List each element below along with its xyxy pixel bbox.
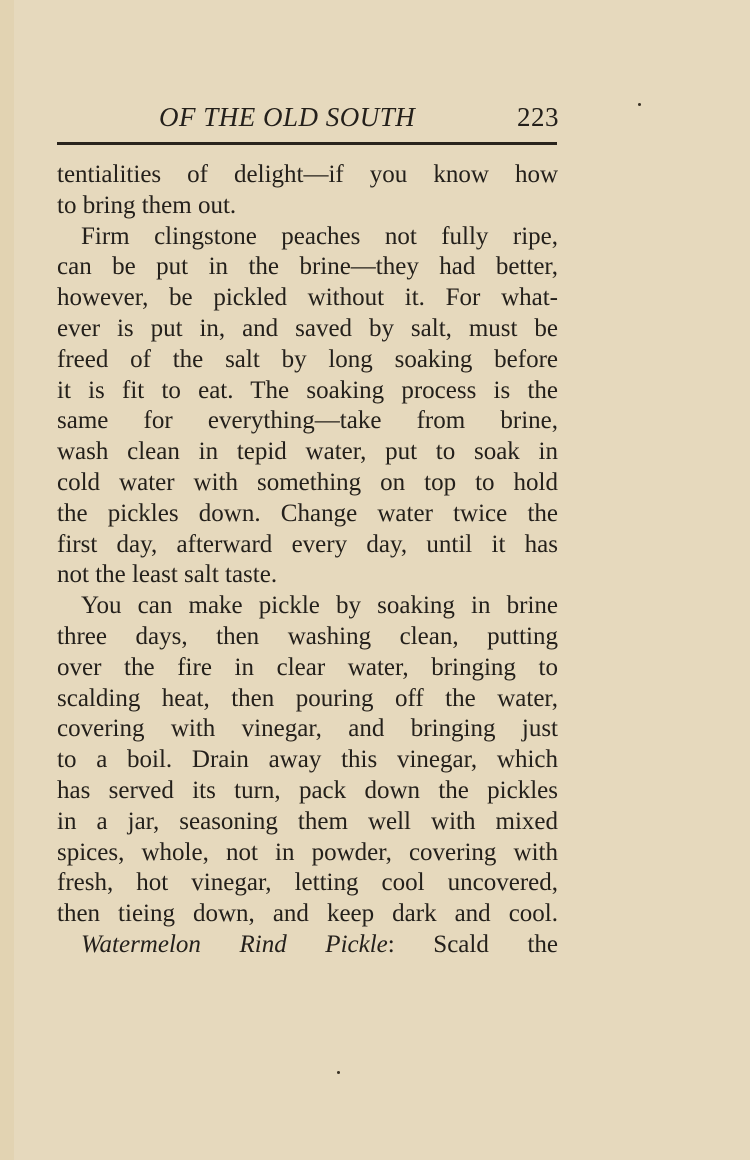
text-line: You can make pickle by soaking in brine bbox=[81, 592, 558, 620]
text-line: then tieing down, and keep dark and cool. bbox=[57, 900, 558, 928]
text-line: ever is put in, and saved by salt, must be bbox=[57, 314, 558, 342]
text-line: wash clean in tepid water, put to soak in bbox=[57, 438, 558, 466]
ink-speck bbox=[337, 1071, 340, 1074]
text-line: it is fit to eat. The soaking process is the bbox=[57, 376, 558, 404]
text-line: has served its turn, pack down the pickles bbox=[57, 776, 558, 804]
text-line: three days, then washing clean, putting bbox=[57, 622, 558, 650]
text-line: scalding heat, then pouring off the water, bbox=[57, 684, 558, 712]
text-line: cold water with something on top to hold bbox=[57, 468, 558, 496]
recipe-heading-continuation: : Scald the bbox=[387, 930, 558, 958]
text-line: Firm clingstone peaches not fully ripe, bbox=[81, 222, 558, 250]
text-line: in a jar, seasoning them well with mixed bbox=[57, 807, 558, 835]
page-edge bbox=[0, 0, 14, 1160]
running-header bbox=[57, 102, 559, 138]
running-title: OF THE OLD SOUTH bbox=[159, 102, 416, 132]
text-line: covering with vinegar, and bringing just bbox=[57, 715, 558, 743]
text-line: over the fire in clear water, bringing to bbox=[57, 653, 558, 681]
header-rule bbox=[57, 142, 557, 145]
ink-speck bbox=[638, 103, 641, 106]
text-line: spices, whole, not in powder, covering with bbox=[57, 838, 558, 866]
text-line: can be put in the brine—they had better, bbox=[57, 253, 558, 281]
text-line: to a boil. Drain away this vinegar, which bbox=[57, 746, 558, 774]
text-line: to bring them out. bbox=[57, 191, 237, 219]
text-line: fresh, hot vinegar, letting cool uncovered, bbox=[57, 869, 558, 897]
text-line: tentialities of delight—if you know how bbox=[57, 161, 558, 188]
body-text bbox=[57, 160, 558, 961]
text-line: first day, afterward every day, until it has bbox=[57, 530, 558, 558]
text-line: freed of the salt by long soaking before bbox=[57, 345, 558, 373]
text-line: not the least salt taste. bbox=[57, 561, 278, 589]
text-line-final bbox=[57, 930, 558, 961]
page-number: 223 bbox=[517, 102, 559, 132]
text-line: same for everything—take from brine, bbox=[57, 407, 558, 435]
text-line: the pickles down. Change water twice the bbox=[57, 499, 558, 527]
recipe-heading: Watermelon Rind Pickle bbox=[81, 930, 388, 958]
text-line: however, be pickled without it. For what- bbox=[57, 284, 558, 312]
